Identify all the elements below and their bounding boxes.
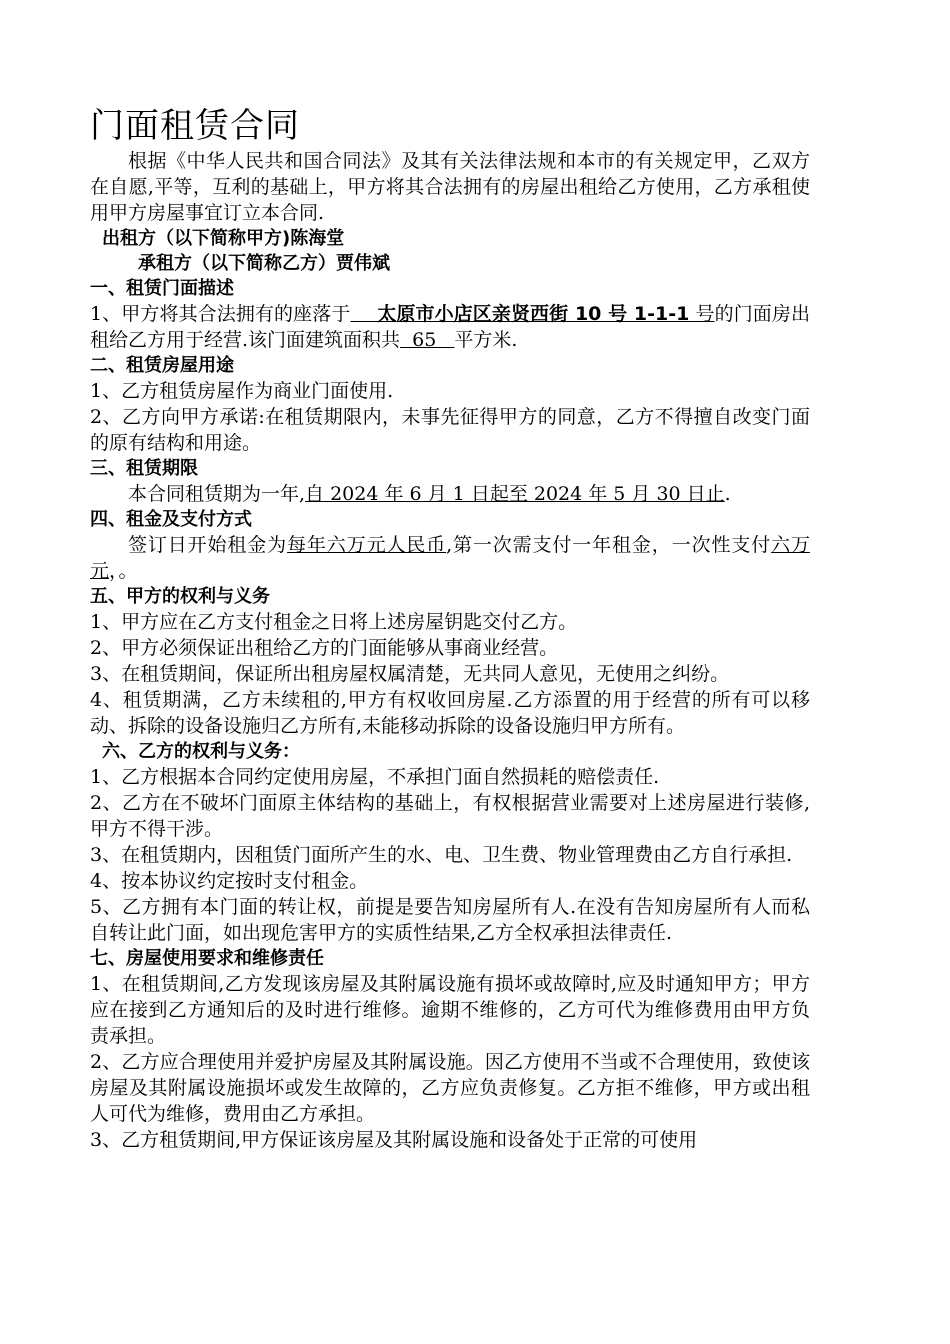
section-7-heading: 七、房屋使用要求和维修责任 [90, 948, 324, 969]
section-3-para-1: 本合同租赁期为一年,自 2024 年 6 月 1 日起至 2024 年 5 月 30 日止. [128, 483, 731, 505]
section-7-para-2: 2、乙方应合理使用并爱护房屋及其附属设施。因乙方使用不当或不合理使用，致使该房屋及其附属设施损坏或发生故障的，乙方应负责修复。乙方拒不维修，甲方或出租人可代为维修，费用由乙方承担。 [90, 1051, 810, 1125]
section-6-heading: 六、乙方的权利与义务： [102, 741, 300, 762]
intro-paragraph: 根据《中华人民共和国合同法》及其有关法律法规和本市的有关规定甲，乙双方在自愿,平等，互利的基础上，甲方将其合法拥有的房屋出租给乙方使用，乙方承租使用甲方房屋事宜订立本合同. [90, 150, 810, 224]
amount-field: 六万元 [90, 534, 810, 582]
section-6-para-2: 2、乙方在不破坏门面原主体结构的基础上，有权根据营业需要对上述房屋进行装修,甲方不得干涉。 [90, 792, 810, 840]
lessor-line: 出租方（以下简称甲方)陈海堂 [102, 228, 345, 249]
section-6-para-4: 4、按本协议约定按时支付租金。 [90, 870, 369, 892]
section-7-para-3: 3、乙方租赁期间,甲方保证该房屋及其附属设施和设备处于正常的可使用 [90, 1129, 698, 1151]
contract-document [90, 104, 810, 1153]
section-6-para-5: 5、乙方拥有本门面的转让权，前提是要告知房屋所有人.在没有告知房屋所有人而私自转让此门面，如出现危害甲方的实质性结果,乙方全权承担法律责任. [90, 896, 810, 944]
section-5-para-4: 4、租赁期满，乙方未续租的,甲方有权收回房屋.乙方添置的用于经营的所有可以移动、拆除的设备设施归乙方所有,未能移动拆除的设备设施归甲方所有。 [90, 689, 810, 737]
document-title: 门面租赁合同 [90, 106, 300, 146]
section-2-para-1: 1、乙方租赁房屋作为商业门面使用. [90, 380, 394, 402]
lessee-line: 承租方（以下简称乙方）贾伟斌 [138, 253, 390, 274]
area-field: 65 [400, 329, 455, 351]
term-field: 自 2024 年 6 月 1 日起至 2024 年 5 月 30 日止 [305, 483, 725, 505]
section-5-para-3: 3、在租赁期间，保证所出租房屋权属清楚，无共同人意见，无使用之纠纷。 [90, 663, 730, 685]
section-1-para-1: 1、甲方将其合法拥有的座落于 太原市小店区亲贤西街 10 号 1-1-1 号的门面房出租给乙方用于经营.该门面建筑面积共 65 平方米. [90, 303, 810, 351]
section-4-heading: 四、租金及支付方式 [90, 509, 252, 530]
section-5-para-2: 2、甲方必须保证出租给乙方的门面能够从事商业经营。 [90, 637, 559, 659]
section-6-para-1: 1、乙方根据本合同约定使用房屋，不承担门面自然损耗的赔偿责任. [90, 766, 660, 788]
section-4-para-1: 签订日开始租金为每年六万元人民币,第一次需支付一年租金，一次性支付六万元，。 [90, 534, 810, 582]
address-field: 太原市小店区亲贤西街 10 号 1-1-1 [350, 303, 690, 325]
section-2-para-2: 2、乙方向甲方承诺:在租赁期限内，未事先征得甲方的同意，乙方不得擅自改变门面的原有结构和用途。 [90, 406, 810, 454]
section-5-para-1: 1、甲方应在乙方支付租金之日将上述房屋钥匙交付乙方。 [90, 611, 578, 633]
section-2-heading: 二、租赁房屋用途 [90, 355, 234, 376]
section-7-para-1: 1、在租赁期间,乙方发现该房屋及其附属设施有损坏或故障时,应及时通知甲方；甲方应在接到乙方通知后的及时进行维修。逾期不维修的，乙方可代为维修费用由甲方负责承担。 [90, 973, 810, 1047]
section-1-heading: 一、租赁门面描述 [90, 278, 234, 299]
section-3-heading: 三、租赁期限 [90, 458, 198, 479]
section-5-heading: 五、甲方的权利与义务 [90, 586, 270, 607]
section-6-para-3: 3、在租赁期内，因租赁门面所产生的水、电、卫生费、物业管理费由乙方自行承担. [90, 844, 793, 866]
rent-field: 每年六万元人民币 [287, 534, 447, 556]
